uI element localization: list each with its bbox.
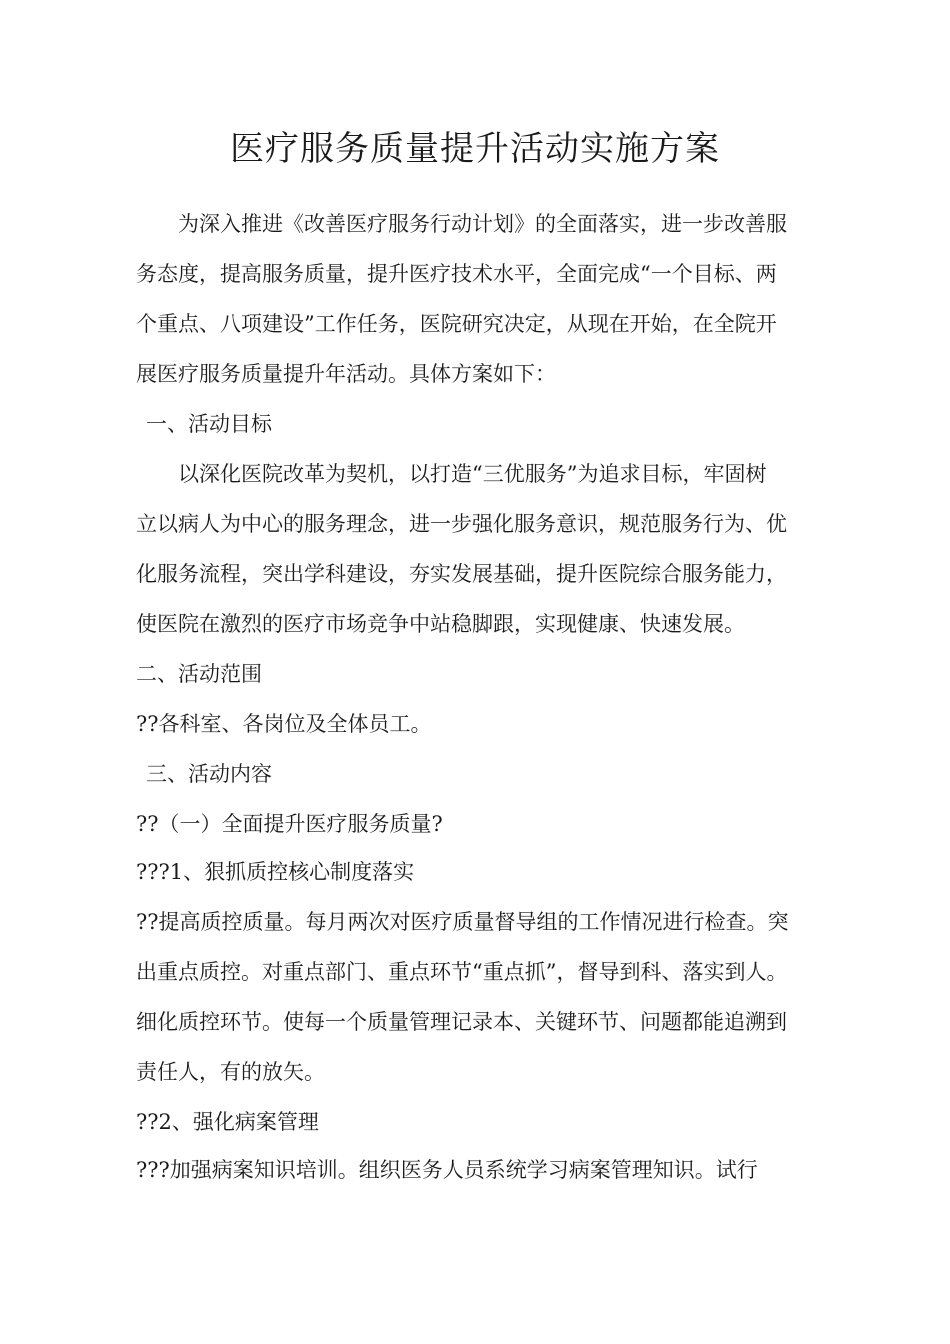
section-heading: 一、活动目标 <box>146 412 272 436</box>
subsection-heading: ??2、强化病案管理 <box>136 1110 319 1134</box>
paragraph-line: 细化质控环节。使每一个质量管理记录本、关键环节、问题都能追溯到 <box>136 1010 787 1034</box>
paragraph-line: 责任人，有的放矢。 <box>136 1060 325 1084</box>
section-heading: 二、活动范围 <box>136 662 262 686</box>
subsection-heading: ???1、狠抓质控核心制度落实 <box>136 860 415 884</box>
paragraph-line: ??各科室、各岗位及全体员工。 <box>136 712 432 736</box>
paragraph-line: ??提高质控质量。每月两次对医疗质量督导组的工作情况进行检查。突 <box>136 910 789 934</box>
paragraph-line: ???加强病案知识培训。组织医务人员系统学习病案管理知识。试行 <box>136 1158 758 1182</box>
paragraph-line: 化服务流程，突出学科建设，夯实发展基础，提升医院综合服务能力， <box>136 562 787 586</box>
section-heading: 三、活动内容 <box>146 762 272 786</box>
subsection-heading: ??（一）全面提升医疗服务质量? <box>136 812 443 836</box>
paragraph-line: 出重点质控。对重点部门、重点环节“重点抓”，督导到科、落实到人。 <box>136 960 788 984</box>
paragraph-line: 立以病人为中心的服务理念，进一步强化服务意识，规范服务行为、优 <box>136 512 787 536</box>
paragraph-line: 个重点、八项建设”工作任务，医院研究决定，从现在开始，在全院开 <box>136 312 777 336</box>
paragraph-line: 使医院在激烈的医疗市场竞争中站稳脚跟，实现健康、快速发展。 <box>136 612 745 636</box>
paragraph-line: 务态度，提高服务质量，提升医疗技术水平，全面完成“一个目标、两 <box>136 262 777 286</box>
paragraph-line: 为深入推进《改善医疗服务行动计划》的全面落实，进一步改善服 <box>178 212 787 236</box>
paragraph-line: 以深化医院改革为契机，以打造“三优服务”为追求目标，牢固树 <box>178 462 767 486</box>
paragraph-line: 展医疗服务质量提升年活动。具体方案如下： <box>136 362 556 386</box>
document-title: 医疗服务质量提升活动实施方案 <box>230 129 720 169</box>
